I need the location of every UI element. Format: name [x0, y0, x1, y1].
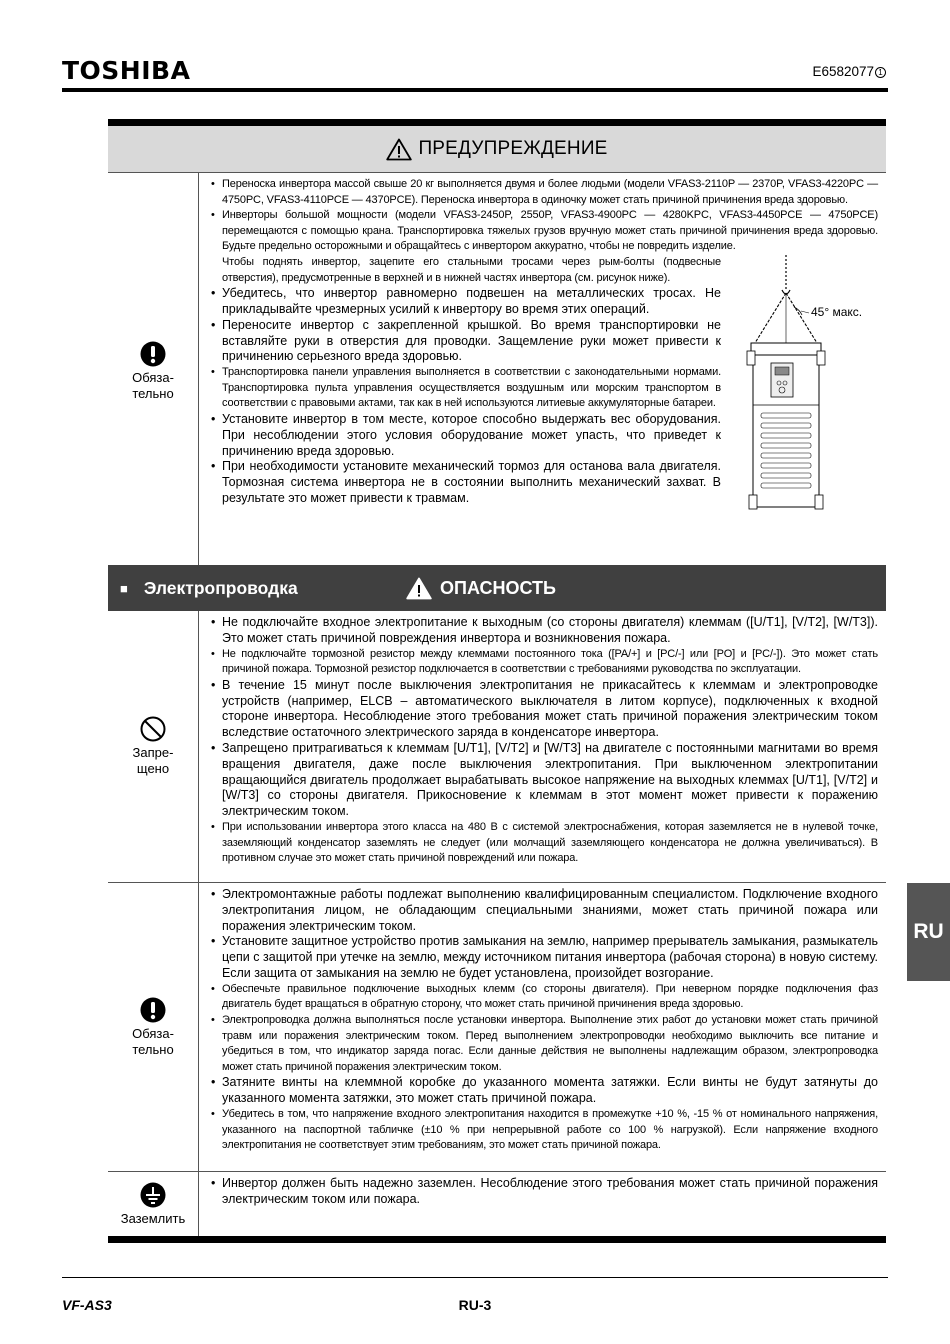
list-item: • Убедитесь, что инвертор равномерно подвешен на металлических тросах. Не прикладывайте чрезмерных усилий к инвертору во время этих операций.	[211, 286, 721, 318]
list-item: • Не подключайте тормозной резистор между клеммами постоянного тока ([PA/+] и [PC/-] или [PO] и [PC/-]). Это может стать причиной пожара. Тормозной резистор подключается в соответствии с требованиями руководства по эксплуатации.	[211, 647, 878, 678]
list-item: • Запрещено притрагиваться к клеммам [U/T1], [V/T2] и [W/T3] на двигателе с постоянными магнитами во время вращения двигателя, даже после выключения электропитания. При выключенном электропитании вращающийся двигатель продолжает вырабатывать высокое напряжение на выходных клеммах [U/T1], [V/T2] и [W/T3] со стороны двигателя. Прикосновение к клеммам в этот момент может привести к поражению электрическим током.	[211, 741, 878, 820]
warning-text-cell	[199, 173, 886, 569]
list-item: Чтобы поднять инвертор, зацепите его стальными тросами через рым-болты (подвесные отверстия), предусмотренные в верхней и в нижней частях инвертора (см. рисунок ниже).	[222, 255, 721, 284]
list-item: • Электромонтажные работы подлежат выполнению квалифицированным специалистом. Подключение входного электропитания лицом, не обладающим специальными знаниями, может стать причиной пожара или поражения электрическим током.	[211, 887, 878, 934]
danger-triangle-icon	[406, 577, 432, 600]
prohibited-cell	[108, 611, 199, 882]
footer-model: VF-AS3	[62, 1297, 112, 1313]
list-item: • При использовании инвертора этого класса на 480 В с системой электроснабжения, которая заземляется не в нулевой точке, заземляющий конденсатор заземлять не следует (или молчащий заземляющего конденсатора не должна увеличиваться). В противном случае это может стать причиной повреждений или пожара.	[211, 820, 878, 867]
list-item: • Установите инвертор в том месте, которое способно выдержать вес оборудования. При несоблюдении этого условия оборудование может упасть, что приведет к причинению вреда здоровью.	[211, 412, 721, 459]
mandatory-exclamation-icon	[140, 997, 166, 1023]
revision-mark: 1	[875, 67, 886, 78]
warning-split	[211, 255, 878, 507]
danger-header	[108, 565, 886, 611]
mandatory-cell	[108, 173, 199, 569]
ground-label: Заземлить	[120, 1210, 186, 1226]
warning-top-bar	[108, 119, 886, 126]
prohibited-label-1: Запре-	[132, 745, 174, 760]
doc-number: E6582077 1	[812, 64, 886, 79]
prohibited-text-cell	[199, 611, 886, 882]
list-item: • Обеспечьте правильное подключение выходных клемм (со стороны двигателя). При неверном порядке подключения фаз двигатель будет вращаться в обратную сторону, что может стать причиной причинения вреда здоровью.	[211, 982, 878, 1013]
list-item: • Инвертор должен быть надежно заземлен. Несоблюдение этого требования может стать причиной поражения электрическим током или пожара.	[211, 1176, 878, 1208]
ground-row	[108, 1172, 886, 1236]
header-rule	[62, 88, 888, 92]
warning-section	[108, 119, 886, 570]
toshiba-logo: TOSHIBA	[62, 56, 191, 85]
list-item: • Установите защитное устройство против замыкания на землю, например прерыватель замыкания, размыкатель цепи с защитой при утечке на землю, между источником питания инвертора (рабочая сторона) в новую систему. Если защита от замыкания на землю не будет установлена, произойдет возгорание.	[211, 934, 878, 981]
section-title: Электропроводка	[143, 577, 298, 598]
danger-title: ОПАСНОСТЬ	[406, 577, 556, 600]
list-item: • В течение 15 минут после выключения электропитания не прикасайтесь к клеммам и электропроводке устройств (например, ELCB – автоматического выключателя в литом корпусе), подключенных к входной стороне инвертора. Несоблюдение этого требования может стать причиной поражения электрическим током вследствие остаточного электрического заряда в конденсаторе инвертора.	[211, 678, 878, 741]
mandatory-exclamation-icon	[140, 341, 166, 367]
danger-section	[108, 565, 886, 1243]
angle-label: 45° макс.	[811, 304, 863, 319]
warning-triangle-icon	[386, 138, 412, 161]
list-item: • Не подключайте входное электропитание к выходным (со стороны двигателя) клеммам ([U/T1], [V/T2], [W/T3]). Это может стать причиной повреждения инвертора и возникновения пожара.	[211, 615, 878, 647]
ground-text-cell	[199, 1172, 886, 1236]
list-item: • Инверторы большой мощности (модели VFAS3-2450P, 2550P, VFAS3-4900PC — 4280KPC, VFAS3-4450PCE — 4750PCE) перемещаются с помощью крана. Транспортировка тяжелых грузов вручную может стать причиной причинения вреда здоровью. Будьте предельно осторожными и обращайтесь с инвертором аккуратно, чтобы не повредить изделие.	[211, 208, 878, 255]
mandatory-label-2: тельно	[132, 385, 174, 401]
ground-icon	[140, 1182, 166, 1208]
prohibited-row	[108, 611, 886, 883]
list-item: • Переносите инвертор с закрепленной крышкой. Во время транспортировки не вставляйте руки в отверстия для проводки. Защемление руки может привести к причинению серьезного вреда здоровью.	[211, 318, 721, 365]
danger-bottom-bar	[108, 1236, 886, 1243]
mandatory-text-cell	[199, 883, 886, 1171]
list-item: • Электропроводка должна выполняться после установки инвертора. Выполнение этих работ до установки может стать причиной травм или поражения электрическим током. Перед выполнением электропроводки необходимо выключить все питание и убедиться в том, что индикатор заряда погас. Если данные действия не выполнены надлежащим образом, электропроводка может стать причиной поражения электрическим током.	[211, 1013, 878, 1075]
list-item: • Транспортировка панели управления выполняется в соответствии с законодательными нормами. Транспортировка пульта управления осуществляется воздушным или морским транспортом в соответствии с правовыми актами, так как в ней используются литиевые аккумуляторные батареи.	[211, 365, 721, 412]
inverter-crane-illustration	[723, 255, 863, 515]
page-number: RU-3	[458, 1297, 492, 1313]
mandatory-label-2: тельно	[132, 1041, 174, 1057]
warning-title: ПРЕДУПРЕЖДЕНИЕ	[108, 126, 886, 172]
list-item: • Убедитесь в том, что напряжение входного электропитания находится в промежутке +10 %, -15 % от номинального напряжения, указанного на паспортной табличке (±10 % при непрерывной работе со 100 % нагрузкой). Если напряжение входного электропитания не соответствует этим требованиям, это может стать причиной пожара.	[211, 1107, 878, 1154]
warning-mandatory-row	[108, 172, 886, 570]
prohibited-icon	[140, 716, 166, 742]
mandatory-cell	[108, 883, 199, 1171]
lifting-figure	[721, 255, 878, 507]
list-item: • Переноска инвертора массой свыше 20 кг выполняется двумя и более людьми (модели VFAS3-2110P — 2370P, VFAS3-4220PC — 4750PC, VFAS3-4110PCE — 4370PCE). Переноска инвертора в одиночку может стать причиной причинения вреда здоровью.	[211, 177, 878, 208]
mandatory-label-1: Обяза-	[132, 1025, 174, 1041]
mandatory-row	[108, 883, 886, 1172]
list-item: • Затяните винты на клеммной коробке до указанного момента затяжки. Если винты не будут затянуты до указанного момента затяжки, это может стать причиной пожара.	[211, 1075, 878, 1107]
ground-cell	[108, 1172, 199, 1236]
footer-rule	[62, 1277, 888, 1278]
prohibited-label-2: щено	[136, 761, 170, 776]
list-item: • При необходимости установите механический тормоз для останова вала двигателя. Тормозная система инвертора не в состоянии выполнить механический захват. В результате это может привести к травмам.	[211, 459, 721, 506]
mandatory-label-1: Обяза-	[132, 369, 174, 385]
language-tab: RU	[907, 883, 950, 981]
section-bullet: ■	[120, 580, 128, 596]
